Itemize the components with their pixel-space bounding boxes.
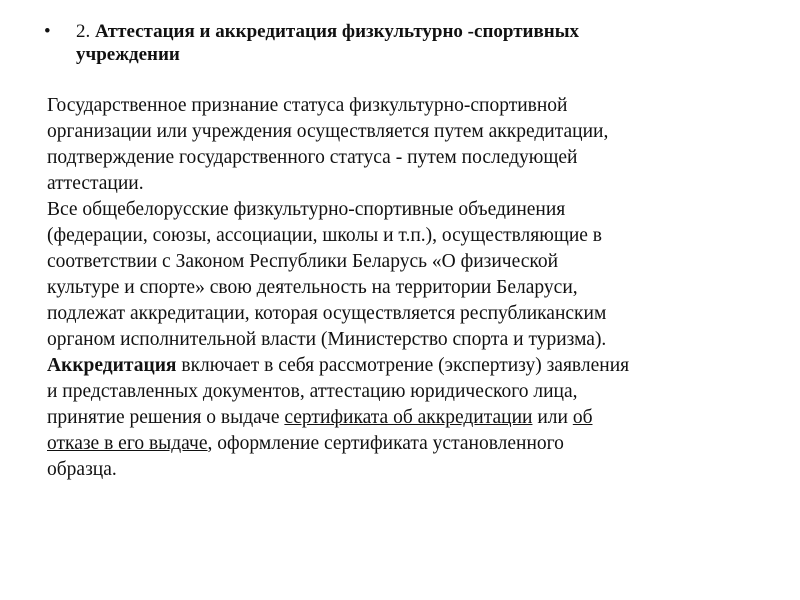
accreditation-term: Аккредитация [47,355,177,376]
body-line: соответствии с Законом Республики Беларусь «О физической [47,251,559,272]
body-line: органом исполнительной власти (Министерство спорта и туризма). [47,329,607,350]
body-line: подлежат аккредитации, которая осуществляется республиканским [47,303,607,324]
section-title-line1: Аттестация и аккредитация физкультурно -спортивных [95,21,580,42]
bullet-heading [44,20,744,66]
section-heading [76,20,744,66]
body-line: Все общебелорусские физкультурно-спортивные объединения [47,199,566,220]
accreditation-text: или [532,407,573,428]
accreditation-line-1 [47,353,747,379]
refusal-link-part2[interactable]: отказе в его выдаче [47,433,208,454]
section-number: 2. [76,21,91,42]
body-text [47,93,747,483]
accreditation-text: , оформление сертификата установленного [207,433,564,454]
bullet-icon: • [44,21,51,42]
accreditation-line-2: и представленных документов, аттестацию юридического лица, [47,381,578,402]
body-line: культуре и спорте» свою деятельность на территории Беларуси, [47,277,578,298]
certificate-link[interactable]: сертификата об аккредитации [284,407,533,428]
refusal-link-part1[interactable]: об [572,407,593,428]
section-title-line2: учреждении [76,44,180,65]
body-line: подтверждение государственного статуса - путем последующей [47,147,578,168]
body-line: Государственное признание статуса физкультурно-спортивной [47,95,568,116]
body-line: (федерации, союзы, ассоциации, школы и т.п.), осуществляющие в [47,225,603,246]
accreditation-text: включает в себя рассмотрение (экспертизу) заявления [176,355,630,376]
accreditation-text: принятие решения о выдаче [47,407,285,428]
accreditation-line-4 [47,431,747,457]
accreditation-line-5: образца. [47,459,117,480]
accreditation-line-3 [47,405,747,431]
body-line: аттестации. [47,173,144,194]
body-line: организации или учреждения осуществляется путем аккредитации, [47,121,609,142]
